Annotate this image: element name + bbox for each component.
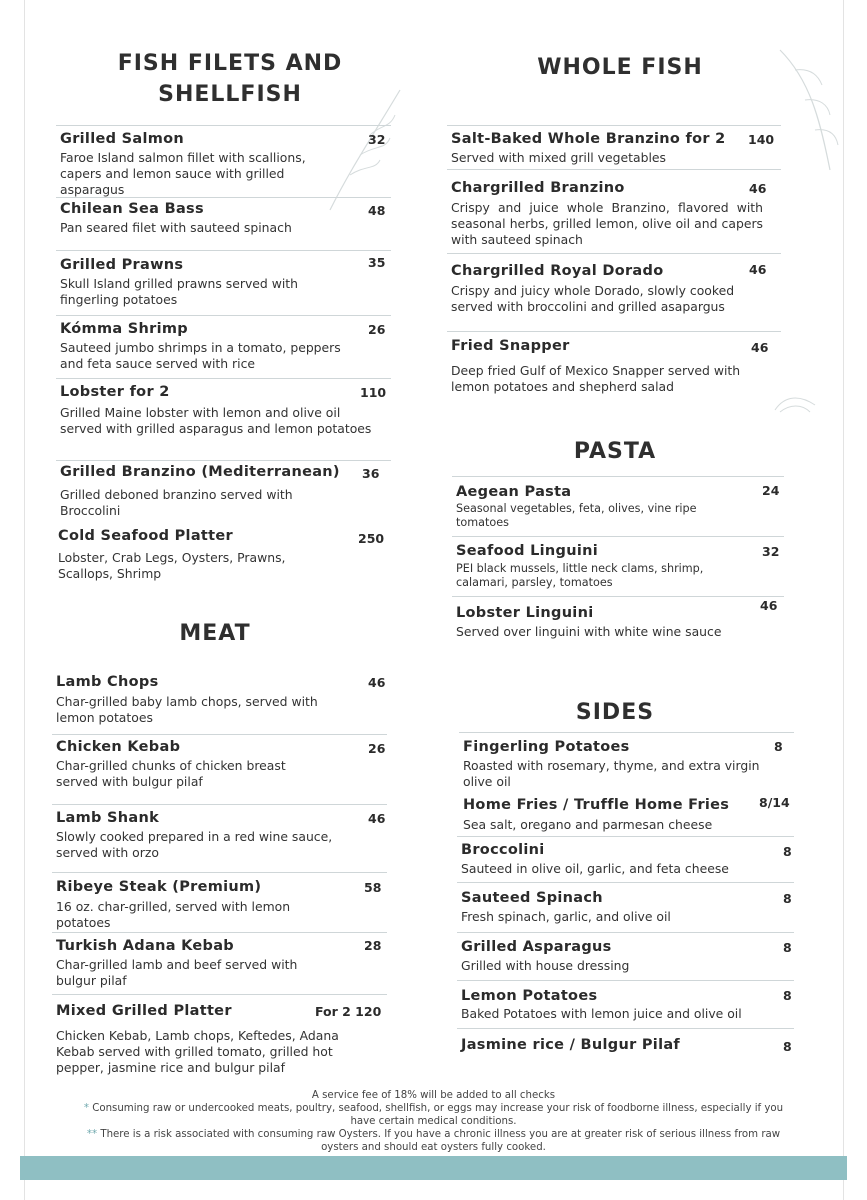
item-price: 58 <box>364 880 382 895</box>
item-price: 32 <box>762 544 780 559</box>
menu-item <box>56 197 391 248</box>
item-description: Roasted with rosemary, thyme, and extra virgin olive oil <box>463 758 760 789</box>
menu-item <box>447 125 781 170</box>
raw-food-warning-text: Consuming raw or undercooked meats, poultry, seafood, shellfish, or eggs may increase your risk of foodborne illness, especially if you have certain medical conditions. <box>92 1103 784 1127</box>
item-name: Broccolini <box>461 842 545 858</box>
item-name: Grilled Asparagus <box>461 939 612 955</box>
menu-item <box>56 315 391 376</box>
footer-notes <box>80 1089 787 1154</box>
menu-item <box>56 250 391 311</box>
footer-accent-bar <box>20 1156 847 1180</box>
item-name: Lobster Linguini <box>456 605 594 621</box>
item-name: Chicken Kebab <box>56 739 181 755</box>
item-price: 32 <box>368 132 386 147</box>
item-name: Chargrilled Branzino <box>451 180 625 196</box>
item-price: 8 <box>783 988 792 1003</box>
menu-item <box>56 460 391 523</box>
item-name: Grilled Salmon <box>60 131 185 147</box>
menu-item <box>452 536 784 595</box>
item-description: Skull Island grilled prawns served with fingerling potatoes <box>60 276 299 307</box>
menu-item <box>457 932 794 979</box>
item-description: Sauteed in olive oil, garlic, and feta cheese <box>461 861 729 876</box>
menu-item <box>459 792 794 834</box>
menu-item <box>54 525 389 587</box>
item-price: 8 <box>783 940 792 955</box>
item-description: Grilled deboned branzino served with Broccolini <box>60 487 293 518</box>
menu-item <box>52 804 387 869</box>
menu-item <box>457 836 794 881</box>
service-fee-note: A service fee of 18% will be added to all checks <box>311 1090 556 1101</box>
item-name: Home Fries / Truffle Home Fries <box>463 797 730 813</box>
asterisk-marker: * <box>83 1103 89 1114</box>
item-description: Crispy and juice whole Branzino, flavored with seasonal herbs, grilled lemon, olive oil and capers with sauteed spinach <box>451 200 763 247</box>
item-name: Lemon Potatoes <box>461 988 598 1004</box>
item-price: 24 <box>762 483 780 498</box>
item-description: Fresh spinach, garlic, and olive oil <box>461 909 671 924</box>
menu-item <box>52 734 387 799</box>
item-description: Grilled Maine lobster with lemon and olive oil served with grilled asparagus and lemon potatoes <box>60 405 372 436</box>
item-description: PEI black mussels, little neck clams, shrimp, calamari, parsley, tomatoes <box>456 562 704 589</box>
item-name: Chilean Sea Bass <box>60 201 204 217</box>
item-description: Chicken Kebab, Lamb chops, Keftedes, Adana Kebab served with grilled tomato, grilled hot pepper, jasmine rice and bulgur pilaf <box>56 1028 339 1075</box>
item-name: Jasmine rice / Bulgur Pilaf <box>461 1037 681 1053</box>
raw-oyster-warning-text: There is a risk associated with consuming raw Oysters. If you have a chronic illness you are at greater risk of serious illness from raw oysters and should eat oysters fully cooked. <box>100 1129 781 1153</box>
menu-item <box>447 253 781 332</box>
item-name: Sauteed Spinach <box>461 890 603 906</box>
item-price: 28 <box>364 938 382 953</box>
item-description: Sauteed jumbo shrimps in a tomato, peppers and feta sauce served with rice <box>60 340 341 371</box>
item-price: 8 <box>783 1039 792 1054</box>
item-description: Grilled with house dressing <box>461 958 630 973</box>
item-price: 46 <box>368 811 386 826</box>
item-description: Char-grilled lamb and beef served with bulgur pilaf <box>56 957 298 988</box>
item-price: 26 <box>368 322 386 337</box>
item-price: 46 <box>749 181 767 196</box>
item-description: Crispy and juicy whole Dorado, slowly cooked served with broccolini and grilled asapargus <box>451 283 735 314</box>
menu-item <box>457 980 794 1027</box>
item-description: Pan seared filet with sauteed spinach <box>60 220 292 235</box>
section-title-fish: FISH FILETS AND SHELLFISH <box>117 51 343 107</box>
item-description: Char-grilled chunks of chicken breast served with bulgur pilaf <box>56 758 286 789</box>
item-description: Char-grilled baby lamb chops, served with lemon potatoes <box>56 694 318 725</box>
menu-item <box>52 670 387 730</box>
item-name: Aegean Pasta <box>456 484 572 500</box>
item-price: 8/14 <box>759 795 790 810</box>
raw-oyster-warning <box>80 1128 787 1154</box>
item-description: Deep fried Gulf of Mexico Snapper served with lemon potatoes and shepherd salad <box>451 363 741 394</box>
item-price: For 2 120 <box>315 1004 382 1019</box>
item-name: Seafood Linguini <box>456 543 599 559</box>
item-price: 110 <box>360 385 387 400</box>
menu-item <box>447 169 781 252</box>
menu-item <box>56 378 391 459</box>
item-description: Served with mixed grill vegetables <box>451 150 666 165</box>
item-price: 36 <box>362 466 380 481</box>
menu-item <box>452 596 784 647</box>
item-price: 140 <box>748 132 775 147</box>
item-name: Cold Seafood Platter <box>58 528 233 544</box>
item-price: 8 <box>783 891 792 906</box>
item-description: Seasonal vegetables, feta, olives, vine ripe tomatoes <box>456 502 697 529</box>
section-title-pasta: PASTA <box>573 439 657 464</box>
menu-item <box>52 994 387 1079</box>
item-price: 46 <box>760 598 778 613</box>
item-price: 26 <box>368 741 386 756</box>
item-price: 48 <box>368 203 386 218</box>
menu-item <box>459 732 794 791</box>
item-name: Salt-Baked Whole Branzino for 2 <box>451 131 726 147</box>
item-name: Lamb Chops <box>56 674 159 690</box>
raw-food-warning <box>80 1102 787 1128</box>
item-name: Chargrilled Royal Dorado <box>451 263 664 279</box>
menu-item <box>447 331 781 402</box>
item-name: Lamb Shank <box>56 810 160 826</box>
item-name: Kómma Shrimp <box>60 321 188 337</box>
item-description: 16 oz. char-grilled, served with lemon potatoes <box>56 899 291 930</box>
menu-item <box>457 1028 794 1063</box>
item-price: 35 <box>368 255 386 270</box>
item-name: Grilled Branzino (Mediterranean) <box>60 464 340 480</box>
item-description: Baked Potatoes with lemon juice and olive oil <box>461 1006 742 1021</box>
item-description: Slowly cooked prepared in a red wine sauce, served with orzo <box>56 829 333 860</box>
item-description: Sea salt, oregano and parmesan cheese <box>463 817 713 832</box>
menu-item <box>52 932 387 991</box>
item-description: Faroe Island salmon fillet with scallions, capers and lemon sauce with grilled asparagus <box>60 150 306 197</box>
item-name: Fingerling Potatoes <box>463 739 630 755</box>
item-name: Fried Snapper <box>451 338 570 354</box>
item-description: Served over linguini with white wine sauce <box>456 624 722 639</box>
item-name: Lobster for 2 <box>60 384 170 400</box>
double-asterisk-marker: ** <box>86 1129 98 1140</box>
section-title-meat: MEAT <box>179 621 251 646</box>
item-name: Mixed Grilled Platter <box>56 1003 232 1019</box>
section-title-sides: SIDES <box>575 700 655 725</box>
item-price: 46 <box>751 340 769 355</box>
item-price: 46 <box>749 262 767 277</box>
item-price: 46 <box>368 675 386 690</box>
item-price: 8 <box>774 739 783 754</box>
leaf-decoration-icon <box>770 40 850 180</box>
menu-item <box>457 882 794 931</box>
menu-item <box>52 872 387 931</box>
menu-item <box>56 125 391 196</box>
menu-item <box>452 476 784 533</box>
section-title-whole-fish: WHOLE FISH <box>537 55 703 80</box>
item-name: Grilled Prawns <box>60 257 184 273</box>
item-name: Ribeye Steak (Premium) <box>56 879 262 895</box>
item-price: 250 <box>358 531 385 546</box>
item-description: Lobster, Crab Legs, Oysters, Prawns, Scallops, Shrimp <box>58 550 286 581</box>
item-price: 8 <box>783 844 792 859</box>
item-name: Turkish Adana Kebab <box>56 938 234 954</box>
